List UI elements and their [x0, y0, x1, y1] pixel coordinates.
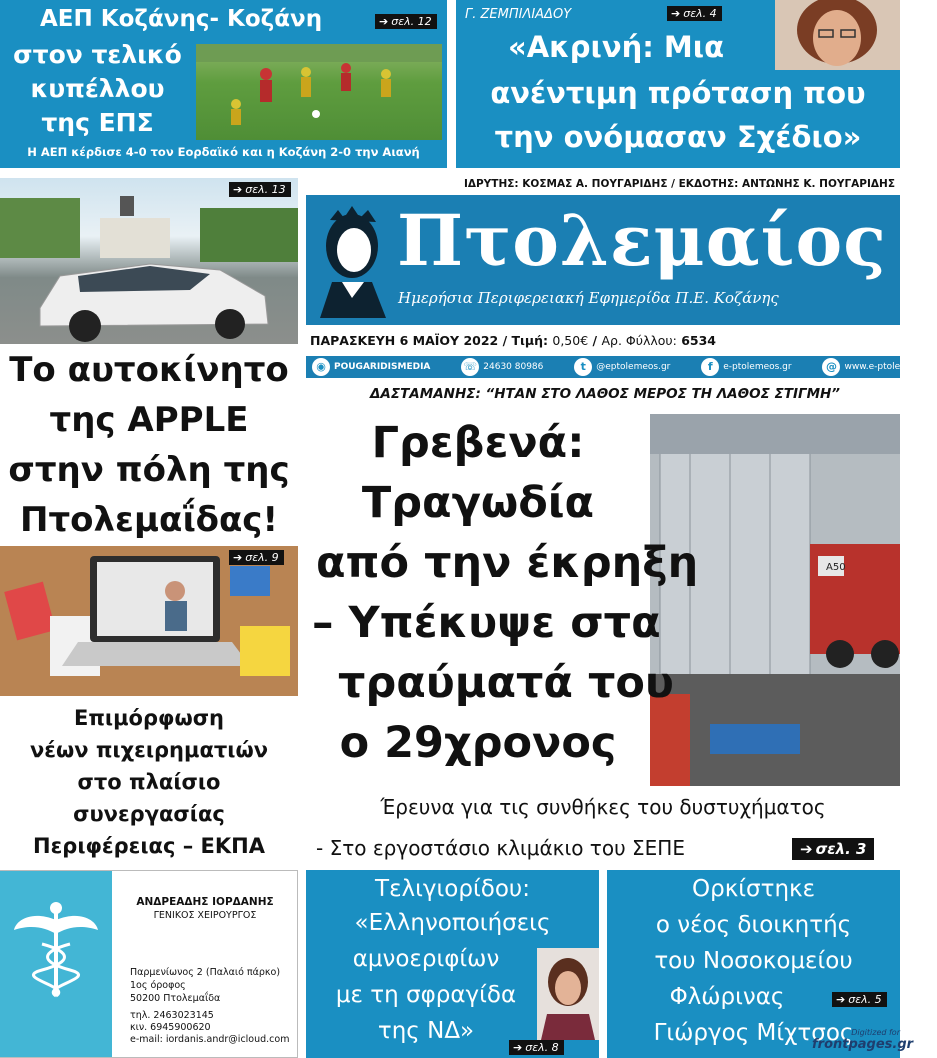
main-subtitle-1: Έρευνα για τις συνθήκες του δυστυχήματος: [380, 795, 826, 819]
watermark: [812, 1028, 914, 1052]
apple-car-headline-2: της APPLE: [49, 400, 249, 440]
apple-car-headline-1: Το αυτοκίνητο: [9, 350, 289, 390]
top-right-headline-2: ανέντιμη πρόταση που: [490, 76, 866, 110]
founder-line: ΙΔΡΥΤΗΣ: ΚΟΣΜΑΣ Α. ΠΟΥΓΑΡΙΔΗΣ / ΕΚΔΟΤΗΣ: ΑΝΤΩΝΗΣ Κ. ΠΟΥΓΑΡΙΔΗΣ: [463, 178, 895, 190]
bottom-mid-headline-5: της ΝΔ»: [377, 1018, 475, 1044]
main-headline-5: τραύματά του: [338, 658, 674, 708]
bottom-mid-headline-3: αμνοεριφίων: [352, 946, 500, 972]
arrow-right-icon: ➔: [513, 1041, 523, 1054]
watermark-line-1: Digitized for: [851, 1028, 900, 1037]
facebook-icon: f: [701, 358, 719, 376]
arrow-right-icon: ➔: [800, 840, 813, 858]
twitter-label[interactable]: @eptolemeos.gr: [596, 362, 671, 372]
main-headline-1: Γρεβενά:: [371, 418, 585, 468]
training-headline-5: Περιφέρειας – ΕΚΠΑ: [33, 834, 265, 858]
main-headline-6: ο 29χρονος: [339, 718, 617, 768]
contact-strip: [306, 356, 937, 378]
bottom-mid-headline-1: Τελιγιορίδου:: [375, 876, 530, 902]
top-left-headline-2: στον τελικό: [13, 40, 182, 69]
top-right-headline-3: την ονόμασαν Σχέδιο»: [494, 120, 862, 154]
main-page-ref[interactable]: ➔ σελ. 3: [792, 838, 874, 860]
top-left-subtitle: Η ΑΕΠ κέρδισε 4-0 τον Εορδαϊκό και η Κοζάνη 2-0 την Αιανή: [27, 145, 420, 159]
apple-car-page-ref[interactable]: ➔ σελ. 13: [229, 182, 291, 197]
main-subtitle-2: - Στο εργοστάσιο κλιμάκιο του ΣΕΠΕ: [316, 836, 685, 860]
woman-portrait-image: [537, 948, 599, 1040]
top-right-page-ref[interactable]: ➔ σελ. 4: [667, 6, 722, 21]
main-headline-2: Τραγωδία: [361, 478, 595, 528]
ptolemy-bust-icon: [312, 198, 392, 322]
main-headline-3: από την έκρηξη: [316, 538, 699, 588]
main-headline-4: – Υπέκυψε στα: [312, 598, 661, 648]
bottom-right-headline-2: ο νέος διοικητής: [655, 912, 852, 938]
media-label: POUGARIDISMEDIA: [334, 362, 431, 372]
newspaper-title: Πτολεμαίος: [397, 199, 887, 282]
top-right-headline-1: «Ακρινή: Μια: [507, 30, 724, 64]
web-icon: @: [822, 358, 840, 376]
ad-address-2: 1ος όροφος: [130, 980, 186, 991]
training-page-ref[interactable]: ➔ σελ. 9: [229, 550, 284, 565]
car-image: [0, 178, 298, 344]
arrow-right-icon: ➔: [836, 993, 846, 1006]
phone-icon: ☏: [461, 358, 479, 376]
top-left-headline-1: ΑΕΠ Κοζάνης- Κοζάνη: [40, 6, 323, 32]
issue-date: ΠΑΡΑΣΚΕΥΗ 6 ΜΑΪΟΥ 2022: [310, 333, 499, 348]
issue-label: Αρ. Φύλλου:: [601, 333, 677, 348]
bottom-right-page-ref[interactable]: ➔ σελ. 5: [832, 992, 887, 1007]
top-right-kicker: Γ. ΖΕΜΠΙΛΙΑΔΟΥ: [465, 7, 572, 22]
main-story-kicker: ΔΑΣΤΑΜΑΝΗΣ: “ΗΤΑΝ ΣΤΟ ΛΑΘΟΣ ΜΕΡΟΣ ΤΗ ΛΑΘΟΣ ΣΤΙΓΜΗ”: [369, 386, 840, 402]
ad-address-1: Παρμενίωνος 2 (Παλαιό πάρκο): [130, 967, 281, 978]
zempiliadou-photo: [775, 0, 900, 70]
newspaper-tagline: Ημερήσια Περιφερειακή Εφημερίδα Π.Ε. Κοζάνης: [398, 289, 779, 307]
web-label[interactable]: www.e-ptolemeos.gr: [844, 362, 937, 372]
ad-doctor-name: ΑΝΔΡΕΑΔΗΣ ΙΟΡΔΑΝΗΣ: [136, 896, 274, 908]
bottom-right-headline-5: Γιώργος Μίχτσος: [653, 1020, 854, 1046]
bottom-mid-headline-4: με τη σφραγίδα: [335, 982, 517, 1008]
price-value: 0,50€: [552, 333, 589, 348]
arrow-right-icon: ➔: [233, 551, 243, 564]
football-players-image: [196, 44, 442, 140]
training-headline-4: συνεργασίας: [73, 802, 225, 826]
facebook-label[interactable]: e-ptolemeos.gr: [723, 362, 792, 372]
ad-email: e-mail: iordanis.andr@icloud.com: [130, 1034, 290, 1045]
apple-car-photo[interactable]: [0, 178, 298, 344]
truck-label: Α50: [826, 562, 846, 573]
date-line: ΠΑΡΑΣΚΕΥΗ 6 ΜΑΪΟΥ 2022 / Τιμή: 0,50€ / Αρ. Φύλλου: 6534: [310, 333, 716, 348]
training-headline-1: Επιμόρφωση: [73, 706, 225, 730]
issue-number: 6534: [681, 333, 716, 348]
arrow-right-icon: ➔: [671, 7, 681, 20]
arrow-right-icon: ➔: [233, 183, 243, 196]
media-logo-icon: ◉: [312, 358, 330, 376]
arrow-right-icon: ➔: [379, 15, 389, 28]
price-label: Τιμή:: [511, 333, 549, 348]
apple-car-headline-3: στην πόλη της: [8, 450, 290, 490]
phone-label: 24630 80986: [483, 362, 544, 372]
bottom-right-headline-1: Ορκίστηκε: [691, 876, 816, 902]
ad-phone: τηλ. 2463023145: [130, 1010, 214, 1021]
ad-mobile: κιν. 6945900620: [130, 1022, 211, 1033]
apple-car-headline-4: Πτολεμαΐδας!: [20, 500, 278, 540]
bottom-mid-page-ref[interactable]: ➔ σελ. 8: [509, 1040, 564, 1055]
ad-doctor-role: ΓΕΝΙΚΟΣ ΧΕΙΡΟΥΡΓΟΣ: [153, 910, 257, 921]
laptop-desk-image: [0, 546, 298, 696]
woman-portrait-image: [775, 0, 900, 70]
bottom-mid-headline-2: «Ελληνοποιήσεις: [354, 910, 551, 936]
bottom-right-headline-4: Φλώρινας: [669, 984, 785, 1010]
watermark-line-2: frontpages.gr: [812, 1037, 914, 1052]
training-headline-3: στο πλαίσιο: [77, 770, 221, 794]
twitter-icon: t: [574, 358, 592, 376]
top-left-page-ref[interactable]: ➔ σελ. 12: [375, 14, 437, 29]
training-headline-2: νέων πιχειρηματιών: [29, 738, 269, 762]
caduceus-icon: [12, 900, 100, 1000]
top-left-headline-4: της ΕΠΣ: [41, 108, 154, 137]
teligioridou-photo: [537, 948, 599, 1040]
ad-address-3: 50200 Πτολεμαΐδα: [130, 993, 221, 1004]
laptop-photo[interactable]: [0, 546, 298, 696]
football-photo: [196, 44, 442, 140]
top-left-headline-3: κυπέλλου: [30, 74, 165, 103]
bottom-right-headline-3: του Νοσοκομείου: [654, 948, 853, 974]
